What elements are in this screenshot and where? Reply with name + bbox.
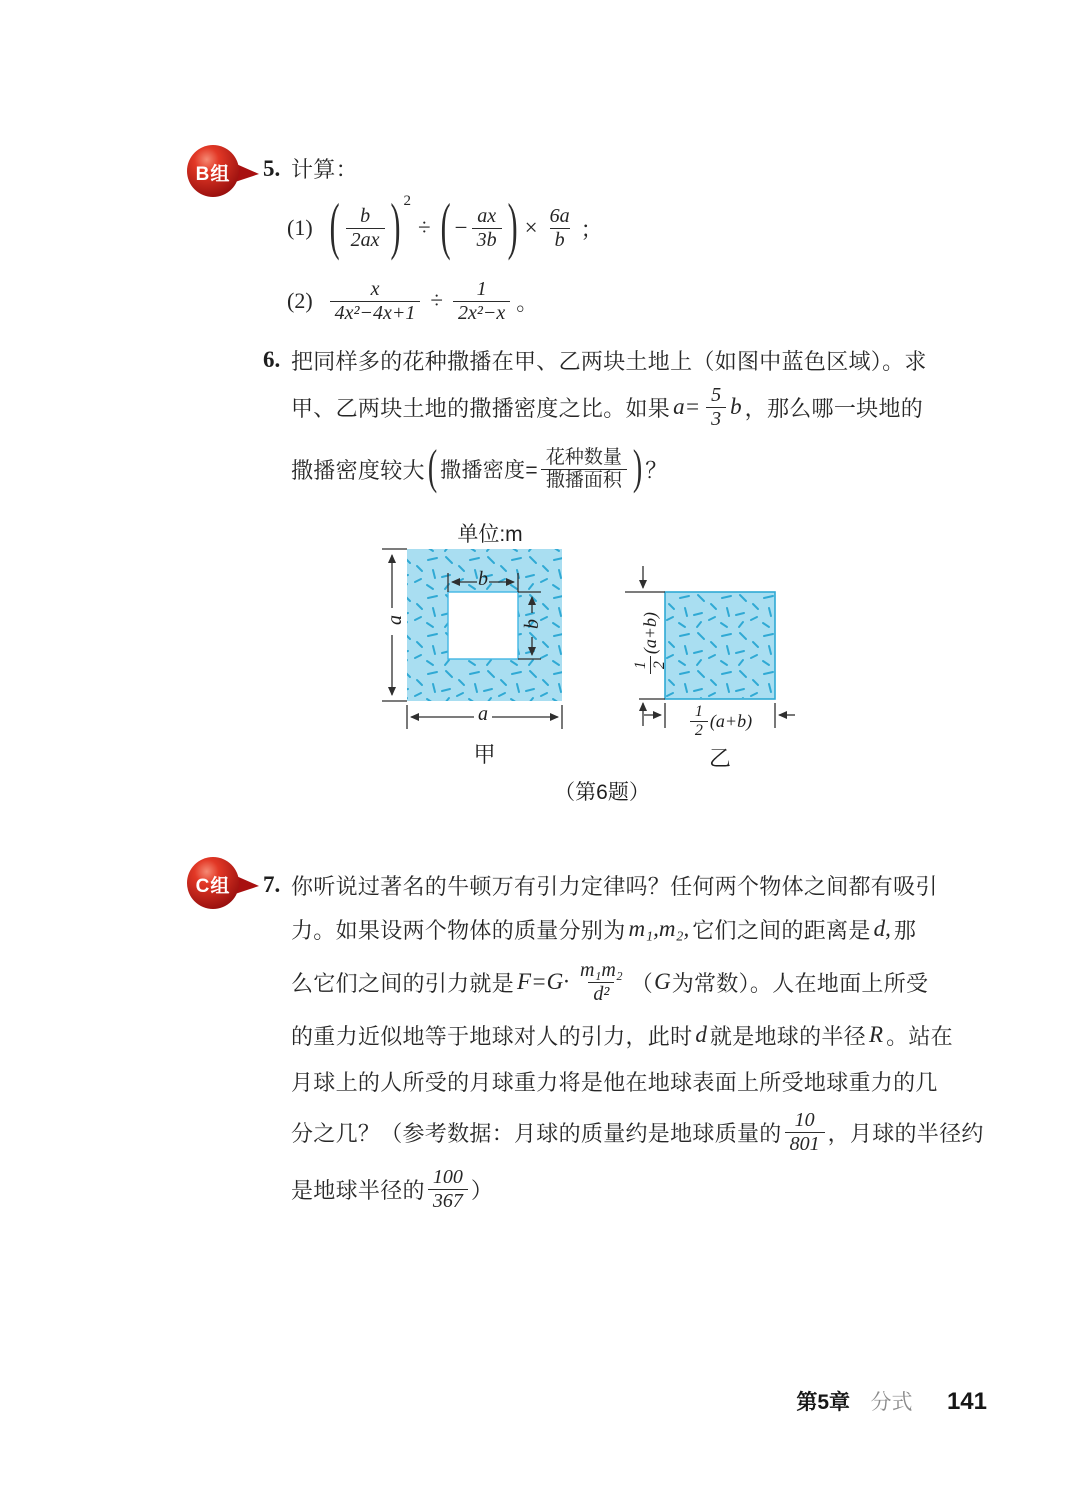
fraction-numerator: 花种数量 [545,447,622,469]
figure-diagram [382,516,842,766]
fraction [706,384,726,430]
problem-5-title: 计算： [291,157,358,182]
math-var: d, [873,916,891,941]
dim-a-left: a [384,615,406,625]
problem-7-line-3 [291,952,963,1012]
problem-6-line-2 [291,378,953,436]
problem-6-text: 甲、乙两块土地的撒播密度之比。如果 [291,395,671,421]
fraction-numerator: 10 [794,1109,815,1132]
group-b-label: B组 [195,164,231,185]
fraction [690,703,708,740]
multiplication-sign: × [524,215,538,240]
problem-7-text: ） [470,1177,494,1203]
fraction-denominator: 801 [785,1132,825,1155]
group-c-label: C组 [195,876,231,897]
fraction-numerator: 5 [711,384,722,407]
problem-6 [263,342,953,808]
end-punctuation: ？ [645,457,668,483]
page-footer [0,1386,987,1416]
sum-expression: (a+b) [640,611,661,655]
close-paren: ) [632,441,643,496]
footer-section-title: 分式 [870,1391,913,1414]
problem-6-text: ，那么哪一块地的 [744,395,924,421]
jia-label: 甲 [473,742,496,767]
end-punctuation: ； [580,216,603,242]
math-expression: F=G· [517,969,569,994]
fraction-denominator: 2 [690,721,708,740]
fraction-numerator: x [370,278,380,301]
problem-7-text: 。站在 [886,1023,953,1049]
figure-problem-6 [382,516,842,808]
density-formula-lhs: 撒播密度= [440,459,538,482]
fraction-numerator: ax [477,205,497,228]
fraction [472,205,502,251]
math-var: a= [673,394,701,419]
fraction-numerator: 1 [632,661,649,670]
problem-7-text: （ [630,970,654,996]
problem-5-heading [263,153,358,184]
fraction [541,447,627,491]
fraction [545,205,575,251]
fraction [346,205,385,251]
problem-7-line-7 [291,1160,963,1218]
problem-7-number: 7. [263,872,281,897]
fraction [428,1166,468,1212]
dim-half-sum-left [629,583,668,705]
fraction-denominator: 3b [472,228,502,251]
fraction-denominator: 撒播面积 [541,469,627,491]
fraction [575,959,628,1005]
math-var: b [730,394,742,419]
math-var: G [654,969,671,994]
fraction-denominator: 367 [428,1189,468,1212]
fraction-denominator: 2 [650,656,669,674]
formula-1 [287,188,603,268]
problem-6-line-3 [291,436,953,502]
problem-7-text: 力。如果设两个物体的质量分别为 [291,917,626,943]
problem-7-line-1 [263,864,963,906]
problem-7-text: 月球上的人所受的月球重力将是他在地球表面上所受地球重力的几 [291,1069,938,1095]
problem-7 [263,864,984,1218]
fraction-denominator: 2ax [346,228,385,251]
fraction-denominator: b [550,228,570,251]
problem-7-line-6 [291,1104,984,1160]
dim-a-bottom: a [478,703,488,725]
fraction-denominator: 4x²−4x+1 [330,301,421,324]
formula-2-label: (2) [287,288,313,313]
problem-7-text: ，月球的半径约 [827,1120,984,1146]
yi-plot-shape [665,592,775,699]
problem-7-line-4 [291,1012,963,1058]
group-b-badge [186,142,262,202]
figure-caption: （第6题） [554,781,650,804]
fraction-numerator: b [360,205,371,228]
problem-7-text: 是地球半径的 [291,1177,425,1203]
figure-unit-label: 单位:m [457,523,523,546]
fraction-numerator: 1 [476,278,487,301]
fraction-denominator: d² [588,982,614,1005]
sum-expression: (a+b) [709,711,753,732]
formula-2 [287,266,538,336]
problem-7-line-2 [291,906,963,952]
math-var: R [869,1022,884,1047]
fraction-denominator: 2x²−x [453,301,510,324]
footer-chapter: 第5章 [796,1391,851,1414]
formula-1-label: (1) [287,215,313,240]
problem-7-text: 的重力近似地等于地球对人的引力，此时 [291,1023,693,1049]
open-paren: ( [440,192,451,262]
end-punctuation: 。 [516,289,539,315]
exponent: 2 [403,192,412,209]
fraction [330,278,421,324]
problem-6-text: 撒播密度较大 [291,457,425,483]
problem-7-text: 它们之间的距离是 [692,917,871,943]
problem-5-number: 5. [263,155,281,181]
footer-page-number: 141 [946,1388,987,1415]
problem-6-line-1 [263,342,953,378]
yi-label: 乙 [708,746,731,771]
problem-7-text: 为常数）。人在地面上所受 [671,970,929,996]
fraction [453,278,510,324]
fraction [632,656,669,674]
problem-7-text: 你听说过著名的牛顿万有引力定律吗？任何两个物体之间都有吸引 [291,873,938,899]
fraction-denominator: 3 [706,407,726,430]
open-paren: ( [329,192,340,262]
close-paren: ) [390,192,401,262]
fraction-numerator: 100 [432,1166,463,1189]
dim-half-sum-bottom [668,700,772,740]
division-sign: ÷ [430,288,444,313]
problem-6-number: 6. [263,347,281,372]
close-paren: ) [507,192,518,262]
fraction-numerator: 1 [694,703,703,720]
math-var: m₁,m₂, [628,916,690,941]
problem-7-text: 那 [893,917,917,943]
dim-b-right: b [521,619,543,629]
open-paren: ( [427,441,438,496]
fraction-numerator: m₁m₂ [579,959,623,982]
problem-7-text: 分之几？（参考数据：月球的质量约是地球质量的 [291,1120,782,1146]
problem-7-text: 就是地球的半径 [709,1023,867,1049]
problem-7-line-5 [291,1058,963,1104]
problem-6-text: 把同样多的花种撒播在甲、乙两块土地上（如图中蓝色区域）。求 [291,348,927,374]
group-c-badge [186,854,262,914]
minus-sign: − [454,215,468,240]
dim-b-top: b [478,568,488,590]
division-sign: ÷ [418,215,431,240]
math-var: d [695,1022,707,1047]
fraction [785,1109,825,1155]
problem-7-text: 么它们之间的引力就是 [291,970,515,996]
fraction-numerator: 6a [549,205,570,228]
